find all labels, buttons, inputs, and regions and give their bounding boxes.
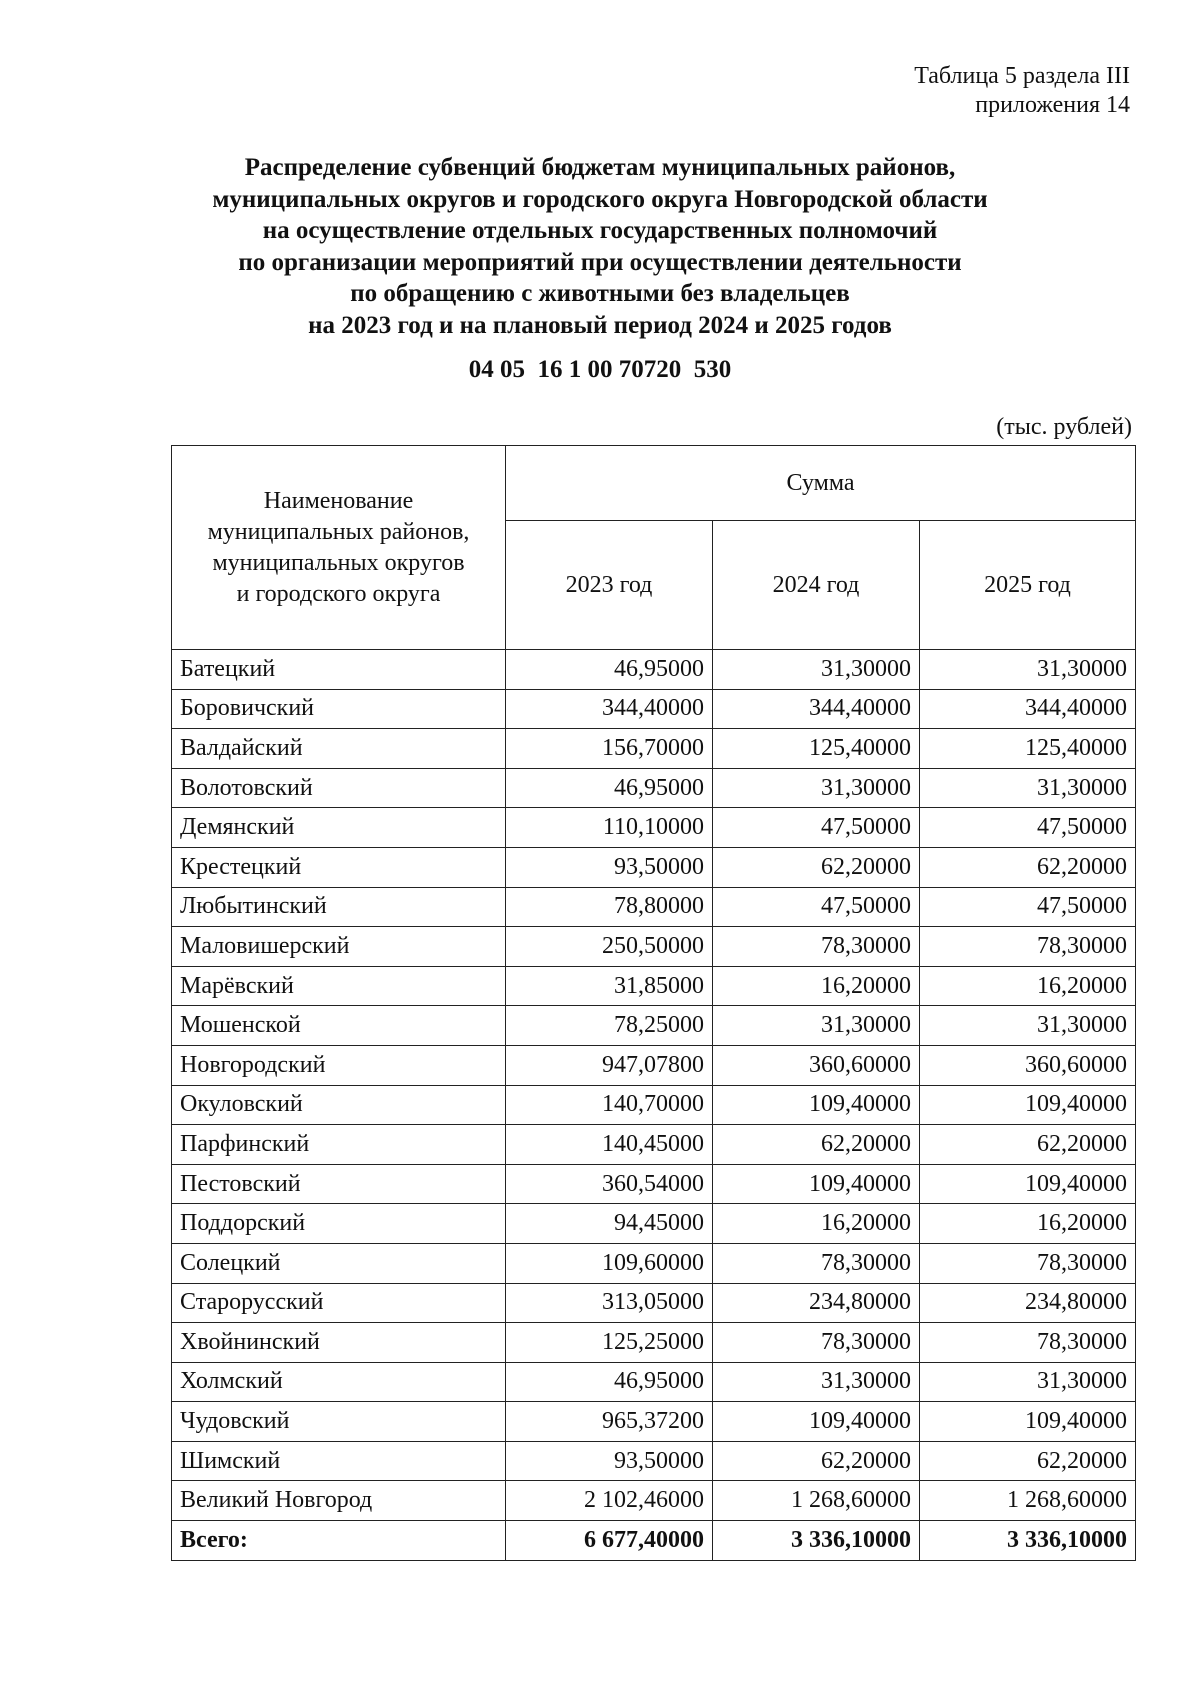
municipality-name: Великий Новгород	[172, 1481, 506, 1521]
amount-2024: 109,40000	[713, 1085, 920, 1125]
table-reference-line-1: Таблица 5 раздела III	[914, 63, 1130, 89]
title-line: муниципальных округов и городского округа Новгородской области	[212, 185, 988, 213]
title-line: Распределение субвенций бюджетам муниципальных районов,	[244, 154, 956, 181]
table-row	[172, 1045, 1136, 1085]
municipality-name: Новгородский	[172, 1045, 506, 1085]
amount-2025: 78,30000	[920, 927, 1136, 967]
header-line: муниципальных районов,	[207, 518, 470, 545]
title-line: по организации мероприятий при осуществлении деятельности	[238, 248, 962, 276]
table-row	[172, 808, 1136, 848]
amount-2023: 46,95000	[506, 1362, 713, 1402]
amount-2023: 78,80000	[506, 887, 713, 927]
amount-2025: 31,30000	[920, 768, 1136, 808]
municipality-name: Батецкий	[172, 650, 506, 690]
table-reference	[914, 62, 1130, 120]
amount-2024: 109,40000	[713, 1402, 920, 1442]
amount-2023: 140,45000	[506, 1125, 713, 1165]
amount-2024: 344,40000	[713, 689, 920, 729]
table-reference-line-2: приложения 14	[975, 92, 1130, 118]
amount-2025: 1 268,60000	[920, 1481, 1136, 1521]
amount-2024: 62,20000	[713, 1441, 920, 1481]
table-row	[172, 887, 1136, 927]
amount-2024: 78,30000	[713, 1243, 920, 1283]
total-amount-2023: 6 677,40000	[506, 1521, 713, 1561]
amount-2025: 31,30000	[920, 1006, 1136, 1046]
amount-2024: 62,20000	[713, 847, 920, 887]
amount-2023: 947,07800	[506, 1045, 713, 1085]
table-row	[172, 847, 1136, 887]
municipality-name: Шимский	[172, 1441, 506, 1481]
amount-2025: 78,30000	[920, 1323, 1136, 1363]
header-line: и городского округа	[236, 580, 441, 607]
municipality-name: Старорусский	[172, 1283, 506, 1323]
amount-2025: 16,20000	[920, 966, 1136, 1006]
amount-2025: 360,60000	[920, 1045, 1136, 1085]
amount-2025: 31,30000	[920, 1362, 1136, 1402]
document-title	[0, 152, 1200, 341]
amount-2024: 1 268,60000	[713, 1481, 920, 1521]
title-line: на 2023 год и на плановый период 2024 и 2025 годов	[308, 311, 892, 339]
amount-2024: 360,60000	[713, 1045, 920, 1085]
table-row	[172, 1164, 1136, 1204]
municipality-name: Крестецкий	[172, 847, 506, 887]
amount-2025: 47,50000	[920, 808, 1136, 848]
table-row	[172, 1323, 1136, 1363]
table-row	[172, 1481, 1136, 1521]
amount-2023: 109,60000	[506, 1243, 713, 1283]
year-2025-header: 2025 год	[920, 521, 1136, 650]
header-line: Наименование	[263, 487, 414, 514]
table-row	[172, 768, 1136, 808]
total-row	[172, 1521, 1136, 1561]
table-row	[172, 1243, 1136, 1283]
table-row	[172, 1006, 1136, 1046]
amount-2024: 78,30000	[713, 1323, 920, 1363]
amount-2024: 47,50000	[713, 887, 920, 927]
table-row	[172, 1283, 1136, 1323]
amount-2024: 62,20000	[713, 1125, 920, 1165]
municipality-name: Хвойнинский	[172, 1323, 506, 1363]
amount-2023: 31,85000	[506, 966, 713, 1006]
table-row	[172, 1362, 1136, 1402]
municipality-name: Марёвский	[172, 966, 506, 1006]
amount-2023: 94,45000	[506, 1204, 713, 1244]
budget-classification-code: 04 05 16 1 00 70720 530	[468, 356, 732, 383]
amount-2024: 47,50000	[713, 808, 920, 848]
amount-2025: 62,20000	[920, 847, 1136, 887]
municipality-name: Волотовский	[172, 768, 506, 808]
amount-2025: 78,30000	[920, 1243, 1136, 1283]
title-line: по обращению с животными без владельцев	[350, 280, 850, 307]
municipality-name: Маловишерский	[172, 927, 506, 967]
amount-2023: 313,05000	[506, 1283, 713, 1323]
amount-2024: 31,30000	[713, 768, 920, 808]
amount-2024: 234,80000	[713, 1283, 920, 1323]
amount-2023: 93,50000	[506, 1441, 713, 1481]
year-2023-header: 2023 год	[506, 521, 713, 650]
amount-2024: 31,30000	[713, 1362, 920, 1402]
amount-2023: 344,40000	[506, 689, 713, 729]
municipality-name: Валдайский	[172, 729, 506, 769]
table-row	[172, 1204, 1136, 1244]
amount-2025: 47,50000	[920, 887, 1136, 927]
amount-2024: 31,30000	[713, 1006, 920, 1046]
amount-2025: 16,20000	[920, 1204, 1136, 1244]
units-label: (тыс. рублей)	[996, 414, 1132, 440]
amount-2023: 2 102,46000	[506, 1481, 713, 1521]
year-2024-header: 2024 год	[713, 521, 920, 650]
amount-2025: 109,40000	[920, 1085, 1136, 1125]
amount-2025: 109,40000	[920, 1164, 1136, 1204]
amount-2025: 62,20000	[920, 1441, 1136, 1481]
amount-2023: 965,37200	[506, 1402, 713, 1442]
amount-2023: 46,95000	[506, 650, 713, 690]
amount-2023: 78,25000	[506, 1006, 713, 1046]
amount-2023: 156,70000	[506, 729, 713, 769]
municipality-name: Пестовский	[172, 1164, 506, 1204]
sum-column-header: Сумма	[506, 446, 1136, 521]
amount-2024: 109,40000	[713, 1164, 920, 1204]
table-row	[172, 966, 1136, 1006]
amount-2025: 234,80000	[920, 1283, 1136, 1323]
amount-2025: 62,20000	[920, 1125, 1136, 1165]
total-amount-2025: 3 336,10000	[920, 1521, 1136, 1561]
amount-2025: 31,30000	[920, 650, 1136, 690]
municipality-name: Демянский	[172, 808, 506, 848]
amount-2023: 125,25000	[506, 1323, 713, 1363]
municipality-name: Мошенской	[172, 1006, 506, 1046]
amount-2023: 250,50000	[506, 927, 713, 967]
municipality-name: Солецкий	[172, 1243, 506, 1283]
amount-2023: 360,54000	[506, 1164, 713, 1204]
municipality-name: Окуловский	[172, 1085, 506, 1125]
table-row	[172, 1125, 1136, 1165]
table-row	[172, 927, 1136, 967]
name-column-header	[172, 446, 506, 650]
subvention-table	[171, 445, 1136, 1561]
municipality-name: Парфинский	[172, 1125, 506, 1165]
amount-2024: 16,20000	[713, 1204, 920, 1244]
header-line: муниципальных округов	[212, 549, 465, 576]
municipality-name: Любытинский	[172, 887, 506, 927]
amount-2024: 16,20000	[713, 966, 920, 1006]
table-row	[172, 1402, 1136, 1442]
municipality-name: Холмский	[172, 1362, 506, 1402]
amount-2024: 78,30000	[713, 927, 920, 967]
amount-2023: 93,50000	[506, 847, 713, 887]
table-row	[172, 1441, 1136, 1481]
table-row	[172, 689, 1136, 729]
amount-2025: 125,40000	[920, 729, 1136, 769]
title-line: на осуществление отдельных государственных полномочий	[262, 217, 938, 244]
municipality-name: Боровичский	[172, 689, 506, 729]
municipality-name: Поддорский	[172, 1204, 506, 1244]
municipality-name: Чудовский	[172, 1402, 506, 1442]
amount-2025: 344,40000	[920, 689, 1136, 729]
amount-2023: 140,70000	[506, 1085, 713, 1125]
table-row	[172, 650, 1136, 690]
total-amount-2024: 3 336,10000	[713, 1521, 920, 1561]
amount-2024: 125,40000	[713, 729, 920, 769]
amount-2023: 46,95000	[506, 768, 713, 808]
amount-2024: 31,30000	[713, 650, 920, 690]
table-row	[172, 1085, 1136, 1125]
amount-2023: 110,10000	[506, 808, 713, 848]
total-label: Всего:	[172, 1521, 506, 1561]
amount-2025: 109,40000	[920, 1402, 1136, 1442]
table-row	[172, 729, 1136, 769]
